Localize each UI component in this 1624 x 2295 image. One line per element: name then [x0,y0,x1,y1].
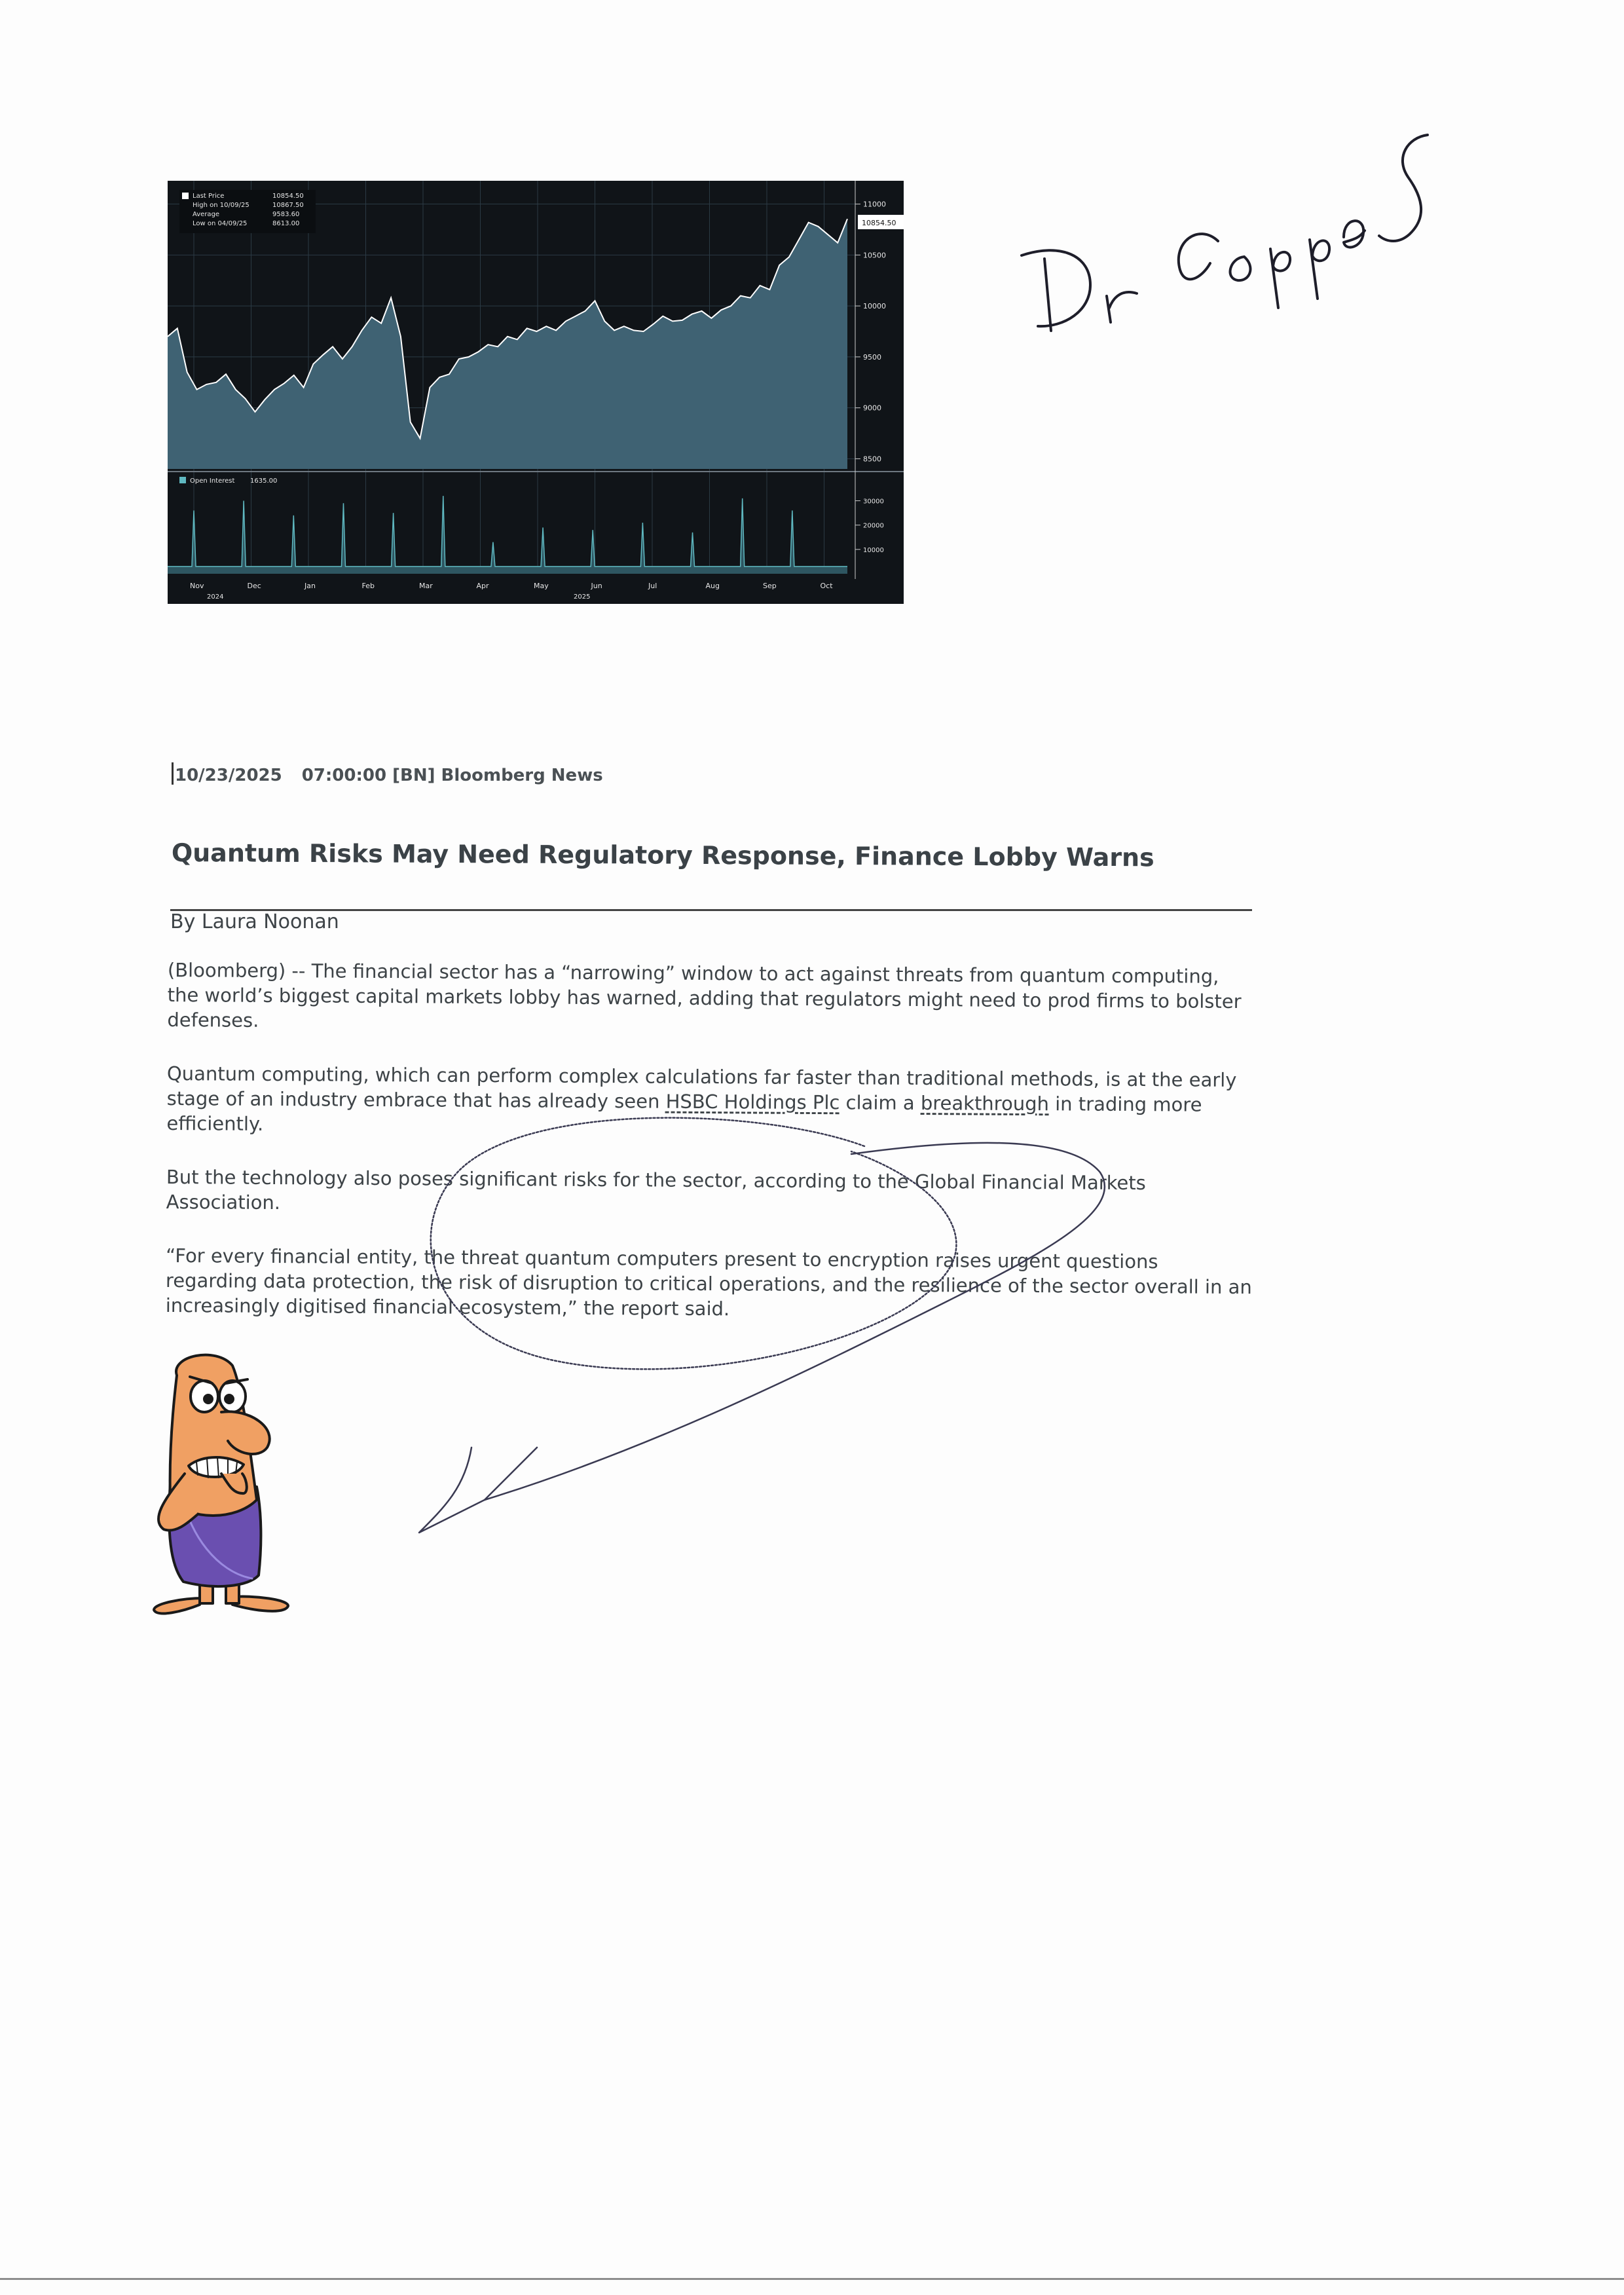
legend-swatch [182,193,189,199]
worried-character-image [144,1349,301,1631]
x-tick-label: Aug [705,582,720,590]
breakthrough-link[interactable]: breakthrough [920,1092,1050,1115]
x-tick-label: Sep [763,582,777,590]
y-tick-label: 10000 [863,302,886,311]
y-tick-label: 10500 [863,251,886,260]
story-source: [BN] Bloomberg News [392,766,603,785]
article-paragraph: But the technology also poses significant risks for the sector, according to the Global Financial Markets Association. [166,1165,1146,1214]
page-title: Quantum Risks May Need Regulatory Response, Finance Lobby Warns [171,838,1154,872]
legend-label: Last Price [193,193,225,200]
legend-label: Open Interest [190,477,235,485]
price-chart [168,181,904,604]
hsbc-link[interactable]: HSBC Holdings Plc [665,1090,840,1114]
legend-value: 10854.50 [272,193,304,200]
legend-value: 1635.00 [250,477,278,485]
x-tick-label: Feb [361,582,375,590]
x-tick-label: Nov [190,582,204,590]
x-tick-label: Jan [304,582,316,590]
article-paragraph: (Bloomberg) -- The financial sector has a “narrowing” window to act against threats from quantum computing, the world’s biggest capital markets lobby has warned, adding that regulators might need to prod firms to bolster defenses. [167,959,1242,1032]
story-date: 10/23/2025 [175,766,282,785]
x-tick-label: Jun [591,582,602,590]
legend-label: Average [193,211,220,218]
year-label: 2024 [207,593,224,601]
paragraph-text: in trading more efficiently. [166,1092,1202,1135]
legend-label: Low on 04/09/25 [193,220,248,227]
legend-value: 9583.60 [272,211,300,218]
handdrawn-circle-arrow [393,1107,1310,1552]
year-label: 2025 [574,593,591,601]
y-tick-label: 9500 [863,352,881,362]
paragraph-text: claim a [840,1091,921,1115]
x-tick-label: May [534,582,549,590]
y-tick-label: 10000 [863,546,884,554]
text-cursor [172,762,174,785]
paragraph-text: Quantum computing, which can perform complex calculations far faster than traditional methods, is at the early stage of an industry embrace that has already seen [166,1062,1237,1113]
legend-swatch [179,477,186,483]
legend-label: High on 10/09/25 [193,202,249,209]
page-edge [0,2278,1624,2280]
y-tick-label: 11000 [863,200,886,209]
x-tick-label: Mar [419,582,433,590]
y-tick-label: 20000 [863,522,884,530]
y-tick-label: 9000 [863,403,881,413]
x-tick-label: Apr [476,582,489,590]
legend-value: 10867.50 [272,202,304,209]
story-header [172,762,603,785]
byline: By Laura Noonan [170,910,339,933]
y-tick-label: 8500 [863,455,881,464]
legend-value: 8613.00 [272,220,300,227]
handwritten-signature [1008,118,1454,354]
y-tick-label: 30000 [863,498,884,506]
x-tick-label: Oct [820,582,833,590]
article-paragraph: “For every financial entity, the threat quantum computers present to encryption raises urgent questions regarding data protection, the risk of disruption to critical operations, and the resilience of the sector overall in an increasingly digitised financial ecosystem,” the report said. [165,1244,1252,1320]
last-price-tag-text: 10854.50 [862,219,896,227]
x-tick-label: Jul [648,582,657,590]
story-time: 07:00:00 [301,766,387,785]
x-tick-label: Dec [247,582,261,590]
